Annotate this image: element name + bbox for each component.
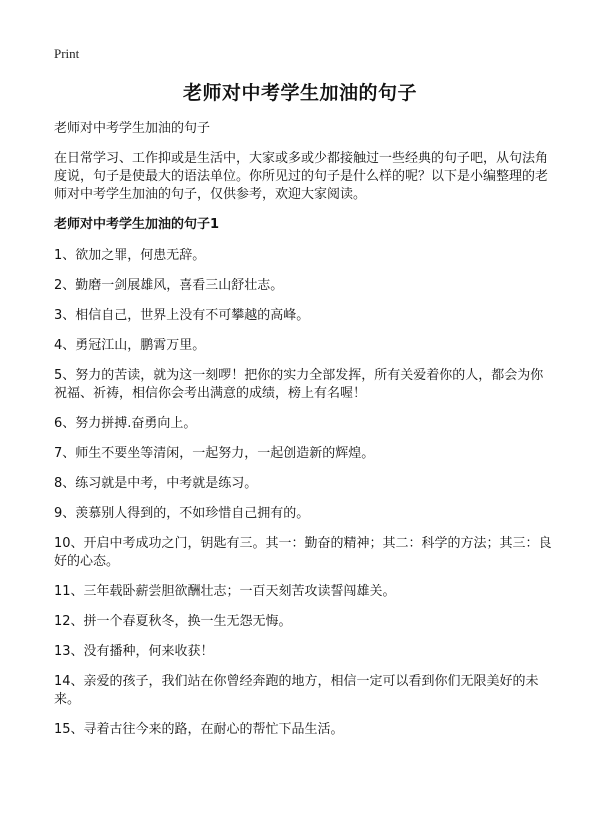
- sentence-item: 9、羡慕别人得到的，不如珍惜自己拥有的。: [54, 506, 310, 521]
- sentence-item: 2、勤磨一剑展雄风，喜看三山舒壮志。: [54, 278, 284, 293]
- sentence-item: 10、开启中考成功之门，钥匙有三。其一：勤奋的精神；其二：科学的方法；其三：良好的心态。: [54, 536, 552, 569]
- document-title: 老师对中考学生加油的句子: [182, 82, 417, 104]
- sentence-item: 13、没有播种，何来收获！: [54, 644, 214, 659]
- sentence-item: 8、练习就是中考，中考就是练习。: [54, 476, 258, 491]
- document-subtitle: 老师对中考学生加油的句子: [54, 121, 211, 136]
- sentence-item: 1、欲加之罪，何患无辞。: [54, 248, 206, 263]
- sentence-item: 7、师生不要坐等清闲，一起努力，一起创造新的辉煌。: [54, 446, 375, 461]
- sentence-item: 4、勇冠江山，鹏霄万里。: [54, 338, 206, 353]
- sentence-item: 14、亲爱的孩子，我们站在你曾经奔跑的地方，相信一定可以看到你们无限美好的未来。: [54, 674, 539, 707]
- sentence-item: 5、努力的苦读，就为这一刻啰！把你的实力全部发挥，所有关爱着你的人，都会为你祝福、祈祷，相信你会考出满意的成绩，榜上有名喔！: [54, 368, 544, 401]
- sentence-list: [54, 247, 552, 739]
- intro-paragraph: 在日常学习、工作抑或是生活中，大家或多或少都接触过一些经典的句子吧，从句法角度说，句子是使最大的语法单位。你所见过的句子是什么样的呢？以下是小编整理的老师对中考学生加油的句子，仅供参考，欢迎大家阅读。: [54, 151, 549, 202]
- section-heading: 老师对中考学生加油的句子1: [54, 217, 220, 232]
- print-link[interactable]: Print: [54, 46, 80, 61]
- sentence-item: 6、努力拼搏.奋勇向上。: [54, 416, 197, 431]
- sentence-item: 12、拼一个春夏秋冬，换一生无怨无悔。: [54, 614, 292, 629]
- sentence-item: 3、相信自己，世界上没有不可攀越的高峰。: [54, 308, 310, 323]
- sentence-item: 11、三年载卧薪尝胆欲酬壮志；一百天刻苦攻读誓闯雄关。: [54, 584, 396, 599]
- document-body: [54, 120, 552, 751]
- sentence-item: 15、寻着古往今来的路，在耐心的帮忙下品生活。: [54, 722, 344, 737]
